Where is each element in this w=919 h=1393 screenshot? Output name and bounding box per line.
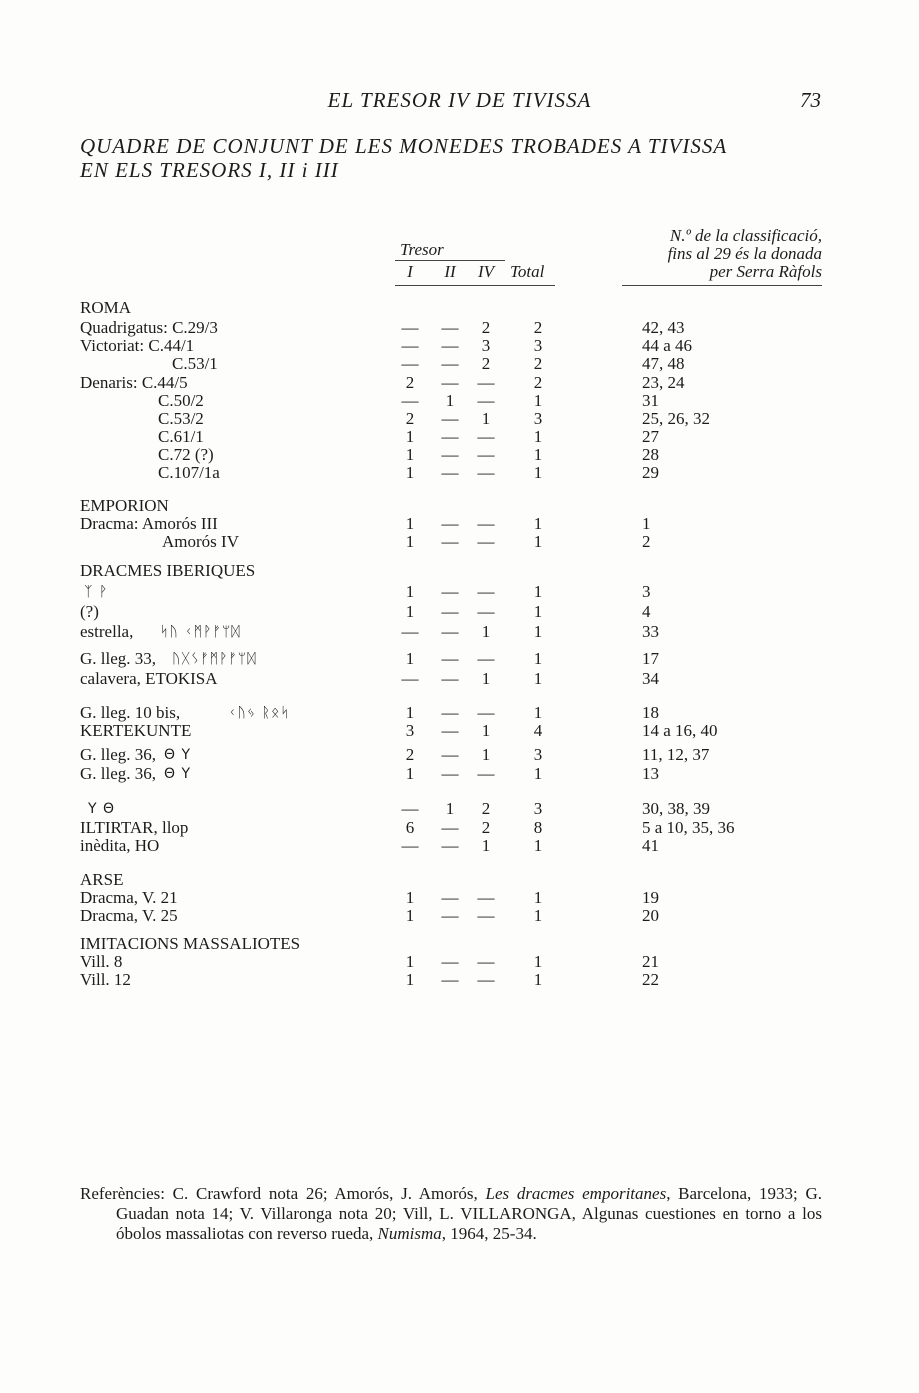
- cell-tresor-ii: —: [441, 622, 459, 641]
- cell-tresor-iv: —: [477, 602, 495, 621]
- cell-tresor-ii: —: [441, 745, 459, 764]
- cell-tresor-iv: —: [477, 463, 495, 482]
- cell-tresor-iv: —: [477, 952, 495, 971]
- row-label: calavera, ETOKISA: [80, 669, 218, 688]
- cell-classification: 44 a 46: [642, 336, 693, 355]
- row-label: (?): [80, 602, 99, 621]
- cell-tresor-iv: 2: [481, 318, 491, 337]
- cell-tresor-i: 1: [405, 952, 415, 971]
- cell-tresor-ii: —: [441, 602, 459, 621]
- footnote-text-2: , Barcelona, 1933; G. Guadan nota 14; V. Villaronga nota 20; Vill, L. VILLARONGA, Algunas cuestiones en torno a los óbolos massaliotas con reverso rueda,: [116, 1184, 823, 1243]
- cell-tresor-iv: —: [477, 906, 495, 925]
- cell-total: 3: [533, 336, 543, 355]
- cell-classification: 19: [642, 888, 659, 907]
- cell-tresor-ii: —: [441, 582, 459, 601]
- row-label: G. lleg. 33,: [80, 649, 157, 668]
- header-tresor: Tresor: [400, 240, 444, 259]
- cell-total: 1: [533, 427, 543, 446]
- cell-tresor-iv: —: [477, 582, 495, 601]
- header-col-i: I: [407, 262, 413, 281]
- table-row: [0, 409, 919, 429]
- cell-classification: 41: [642, 836, 659, 855]
- cell-classification: 27: [642, 427, 659, 446]
- cell-classification: 1: [642, 514, 651, 533]
- cell-tresor-ii: —: [441, 318, 459, 337]
- page-number: 73: [800, 88, 821, 112]
- table-row: [0, 582, 919, 602]
- table-row: [0, 888, 919, 908]
- cell-tresor-iv: —: [477, 532, 495, 551]
- cell-total: 1: [533, 703, 543, 722]
- row-label: C.53/1: [172, 354, 218, 373]
- cell-classification: 28: [642, 445, 659, 464]
- cell-tresor-i: 1: [405, 703, 415, 722]
- iberian-legend: ᚲᚢᛃ ᚱᛟᛋ: [228, 705, 290, 721]
- row-label: G. lleg. 10 bis,: [80, 703, 181, 722]
- cell-tresor-i: 1: [405, 602, 415, 621]
- table-row: [0, 373, 919, 393]
- cell-tresor-i: 1: [405, 764, 415, 783]
- header-classif-line-3: per Serra Ràfols: [709, 262, 822, 281]
- cell-tresor-i: 1: [405, 906, 415, 925]
- cell-classification: 47, 48: [642, 354, 685, 373]
- row-label: estrella,: [80, 622, 134, 641]
- references-footnote: [80, 1184, 823, 1244]
- cell-total: 1: [533, 669, 543, 688]
- header-rule-right: [622, 285, 822, 286]
- cell-tresor-iv: 2: [481, 799, 491, 818]
- cell-tresor-i: —: [401, 354, 419, 373]
- table-title-line-1: QUADRE DE CONJUNT DE LES MONEDES TROBADES A TIVISSA: [80, 134, 728, 158]
- table-row: [0, 970, 919, 990]
- table-row: [0, 934, 919, 954]
- cell-tresor-ii: —: [441, 373, 459, 392]
- cell-tresor-iv: 1: [481, 409, 491, 428]
- cell-tresor-i: 1: [405, 463, 415, 482]
- cell-total: 1: [533, 952, 543, 971]
- cell-tresor-ii: —: [441, 721, 459, 740]
- table-row: [0, 496, 919, 516]
- cell-tresor-iv: —: [477, 649, 495, 668]
- cell-tresor-ii: —: [441, 888, 459, 907]
- cell-total: 2: [533, 318, 543, 337]
- cell-tresor-ii: —: [441, 952, 459, 971]
- cell-tresor-iv: 1: [481, 622, 491, 641]
- cell-classification: 22: [642, 970, 659, 989]
- row-label: Amorós IV: [162, 532, 239, 551]
- cell-tresor-i: —: [401, 669, 419, 688]
- cell-tresor-i: 6: [405, 818, 415, 837]
- cell-classification: 29: [642, 463, 659, 482]
- table-row: [0, 818, 919, 838]
- cell-tresor-i: 1: [405, 888, 415, 907]
- cell-tresor-i: 1: [405, 514, 415, 533]
- table-row: [0, 721, 919, 741]
- table-row: [0, 427, 919, 447]
- table-row: [0, 336, 919, 356]
- cell-tresor-i: —: [401, 391, 419, 410]
- cell-tresor-i: 1: [405, 427, 415, 446]
- cell-classification: 17: [642, 649, 659, 668]
- row-label: IMITACIONS MASSALIOTES: [80, 934, 301, 953]
- row-label: Dracma: Amorós III: [80, 514, 218, 533]
- cell-classification: 20: [642, 906, 659, 925]
- row-label: C.53/2: [158, 409, 204, 428]
- row-label: ARSE: [80, 870, 124, 889]
- cell-tresor-ii: —: [441, 836, 459, 855]
- table-row: [0, 532, 919, 552]
- table-row: [0, 906, 919, 926]
- footnote-text-3: , 1964, 25-34.: [441, 1224, 537, 1243]
- cell-total: 1: [533, 532, 543, 551]
- cell-classification: 3: [642, 582, 651, 601]
- cell-tresor-i: 1: [405, 445, 415, 464]
- running-title: EL TRESOR IV DE TIVISSA: [327, 88, 592, 112]
- cell-tresor-iv: 2: [481, 354, 491, 373]
- cell-total: 1: [533, 970, 543, 989]
- cell-tresor-iv: 1: [481, 836, 491, 855]
- row-label: Quadrigatus: C.29/3: [80, 318, 218, 337]
- cell-tresor-ii: —: [441, 970, 459, 989]
- cell-tresor-iv: —: [477, 445, 495, 464]
- table-title-line-2: EN ELS TRESORS I, II i III: [80, 158, 339, 182]
- cell-tresor-ii: —: [441, 703, 459, 722]
- row-label: G. lleg. 36,: [80, 745, 157, 764]
- cell-classification: 5 a 10, 35, 36: [642, 818, 735, 837]
- cell-classification: 13: [642, 764, 659, 783]
- cell-tresor-i: 1: [405, 649, 415, 668]
- cell-tresor-iv: —: [477, 373, 495, 392]
- cell-tresor-ii: —: [441, 532, 459, 551]
- cell-total: 1: [533, 888, 543, 907]
- cell-tresor-ii: —: [441, 354, 459, 373]
- row-label: C.50/2: [158, 391, 204, 410]
- table-row: [0, 745, 919, 765]
- footnote-title-2: Numisma: [377, 1224, 442, 1243]
- table-row: [0, 354, 919, 374]
- cell-classification: 23, 24: [642, 373, 685, 392]
- cell-tresor-ii: —: [441, 669, 459, 688]
- cell-total: 1: [533, 463, 543, 482]
- cell-tresor-ii: —: [441, 649, 459, 668]
- iberian-legend: Θ Y: [164, 747, 192, 763]
- row-label: Dracma, V. 21: [80, 888, 178, 907]
- cell-classification: 25, 26, 32: [642, 409, 710, 428]
- cell-classification: 34: [642, 669, 659, 688]
- row-label: KERTEKUNTE: [80, 721, 192, 740]
- cell-tresor-ii: —: [441, 818, 459, 837]
- cell-total: 1: [533, 391, 543, 410]
- cell-tresor-iv: 2: [481, 818, 491, 837]
- header-col-iv: IV: [477, 262, 495, 281]
- cell-total: 3: [533, 745, 543, 764]
- cell-classification: 11, 12, 37: [642, 745, 710, 764]
- cell-classification: 2: [642, 532, 651, 551]
- cell-tresor-iv: —: [477, 427, 495, 446]
- table-row: [0, 391, 919, 411]
- cell-tresor-i: —: [401, 336, 419, 355]
- row-label: C.107/1a: [158, 463, 220, 482]
- iberian-legend: ᚢᚷᛊᚠᛗᚹᚠᛘᛞ: [172, 651, 257, 667]
- table-row: [0, 514, 919, 534]
- cell-classification: 30, 38, 39: [642, 799, 710, 818]
- cell-tresor-ii: 1: [445, 799, 455, 818]
- cell-total: 1: [533, 649, 543, 668]
- cell-total: 2: [533, 354, 543, 373]
- cell-total: 1: [533, 622, 543, 641]
- cell-total: 1: [533, 514, 543, 533]
- table-row: [0, 622, 919, 642]
- footnote-text-1: Referències: C. Crawford nota 26; Amorós, J. Amorós,: [80, 1184, 486, 1203]
- cell-total: 1: [533, 445, 543, 464]
- cell-tresor-ii: —: [441, 906, 459, 925]
- cell-total: 8: [533, 818, 543, 837]
- cell-classification: 14 a 16, 40: [642, 721, 718, 740]
- cell-total: 1: [533, 906, 543, 925]
- row-label: Denaris: C.44/5: [80, 373, 188, 392]
- row-label: ILTIRTAR, llop: [80, 818, 189, 837]
- cell-tresor-i: 1: [405, 970, 415, 989]
- row-label: EMPORION: [80, 496, 169, 515]
- cell-tresor-i: 3: [405, 721, 415, 740]
- cell-tresor-i: 2: [405, 373, 415, 392]
- header-classif-line-2: fins al 29 és la donada: [667, 244, 822, 263]
- table-row: [0, 764, 919, 784]
- table-row: [0, 799, 919, 819]
- table-row: [0, 318, 919, 338]
- cell-tresor-ii: 1: [445, 391, 455, 410]
- header-rule-left: [395, 285, 555, 286]
- cell-tresor-iv: —: [477, 764, 495, 783]
- row-label: DRACMES IBERIQUES: [80, 561, 256, 580]
- cell-tresor-ii: —: [441, 409, 459, 428]
- cell-tresor-iv: —: [477, 391, 495, 410]
- cell-classification: 18: [642, 703, 659, 722]
- cell-tresor-i: —: [401, 622, 419, 641]
- cell-tresor-i: —: [401, 318, 419, 337]
- cell-tresor-iv: 1: [481, 745, 491, 764]
- cell-tresor-ii: —: [441, 764, 459, 783]
- header-tresor-rule: [395, 260, 505, 261]
- table-row: [0, 602, 919, 622]
- cell-total: 1: [533, 582, 543, 601]
- header-col-ii: II: [444, 262, 456, 281]
- cell-tresor-ii: —: [441, 463, 459, 482]
- iberian-legend: Θ Y: [164, 766, 192, 782]
- table-row: [0, 649, 919, 669]
- cell-tresor-i: 2: [405, 409, 415, 428]
- cell-classification: 4: [642, 602, 651, 621]
- cell-tresor-i: 1: [405, 582, 415, 601]
- row-label: Vill. 8: [80, 952, 123, 971]
- cell-tresor-iv: —: [477, 703, 495, 722]
- cell-tresor-i: 2: [405, 745, 415, 764]
- cell-tresor-i: —: [401, 799, 419, 818]
- table-row: [0, 952, 919, 972]
- footnote-title-1: Les dracmes emporitanes: [485, 1184, 667, 1203]
- row-label: Vill. 12: [80, 970, 131, 989]
- table-row: [0, 669, 919, 689]
- cell-tresor-iv: —: [477, 888, 495, 907]
- cell-classification: 21: [642, 952, 659, 971]
- cell-tresor-iv: —: [477, 970, 495, 989]
- table-row: [0, 836, 919, 856]
- cell-tresor-ii: —: [441, 514, 459, 533]
- cell-tresor-i: 1: [405, 532, 415, 551]
- cell-tresor-iv: 1: [481, 669, 491, 688]
- table-row: [0, 298, 919, 318]
- cell-total: 4: [533, 721, 543, 740]
- row-label: Victoriat: C.44/1: [80, 336, 195, 355]
- cell-total: 1: [533, 602, 543, 621]
- row-label: ROMA: [80, 298, 132, 317]
- table-row: [0, 445, 919, 465]
- row-label: C.61/1: [158, 427, 204, 446]
- cell-tresor-iv: —: [477, 514, 495, 533]
- cell-total: 3: [533, 409, 543, 428]
- cell-tresor-ii: —: [441, 336, 459, 355]
- cell-classification: 42, 43: [642, 318, 685, 337]
- row-label: C.72 (?): [158, 445, 214, 464]
- cell-total: 1: [533, 836, 543, 855]
- cell-total: 2: [533, 373, 543, 392]
- iberian-legend: Y Θ: [88, 801, 116, 817]
- cell-tresor-ii: —: [441, 445, 459, 464]
- cell-total: 3: [533, 799, 543, 818]
- cell-tresor-iv: 3: [481, 336, 491, 355]
- cell-tresor-i: —: [401, 836, 419, 855]
- iberian-legend: ᛋᚢ ᚲᛗᚹᚠᛘᛞ: [160, 624, 241, 640]
- iberian-legend: ᛉ ᚹ: [84, 584, 109, 600]
- cell-classification: 33: [642, 622, 659, 641]
- header-col-total: Total: [510, 262, 545, 281]
- header-classif-line-1: N.º de la classificació,: [669, 226, 822, 245]
- row-label: G. lleg. 36,: [80, 764, 157, 783]
- cell-tresor-iv: 1: [481, 721, 491, 740]
- table-row: [0, 703, 919, 723]
- cell-total: 1: [533, 764, 543, 783]
- cell-classification: 31: [642, 391, 659, 410]
- row-label: inèdita, HO: [80, 836, 160, 855]
- cell-tresor-ii: —: [441, 427, 459, 446]
- table-row: [0, 870, 919, 890]
- table-row: [0, 463, 919, 483]
- row-label: Dracma, V. 25: [80, 906, 178, 925]
- table-row: [0, 561, 919, 581]
